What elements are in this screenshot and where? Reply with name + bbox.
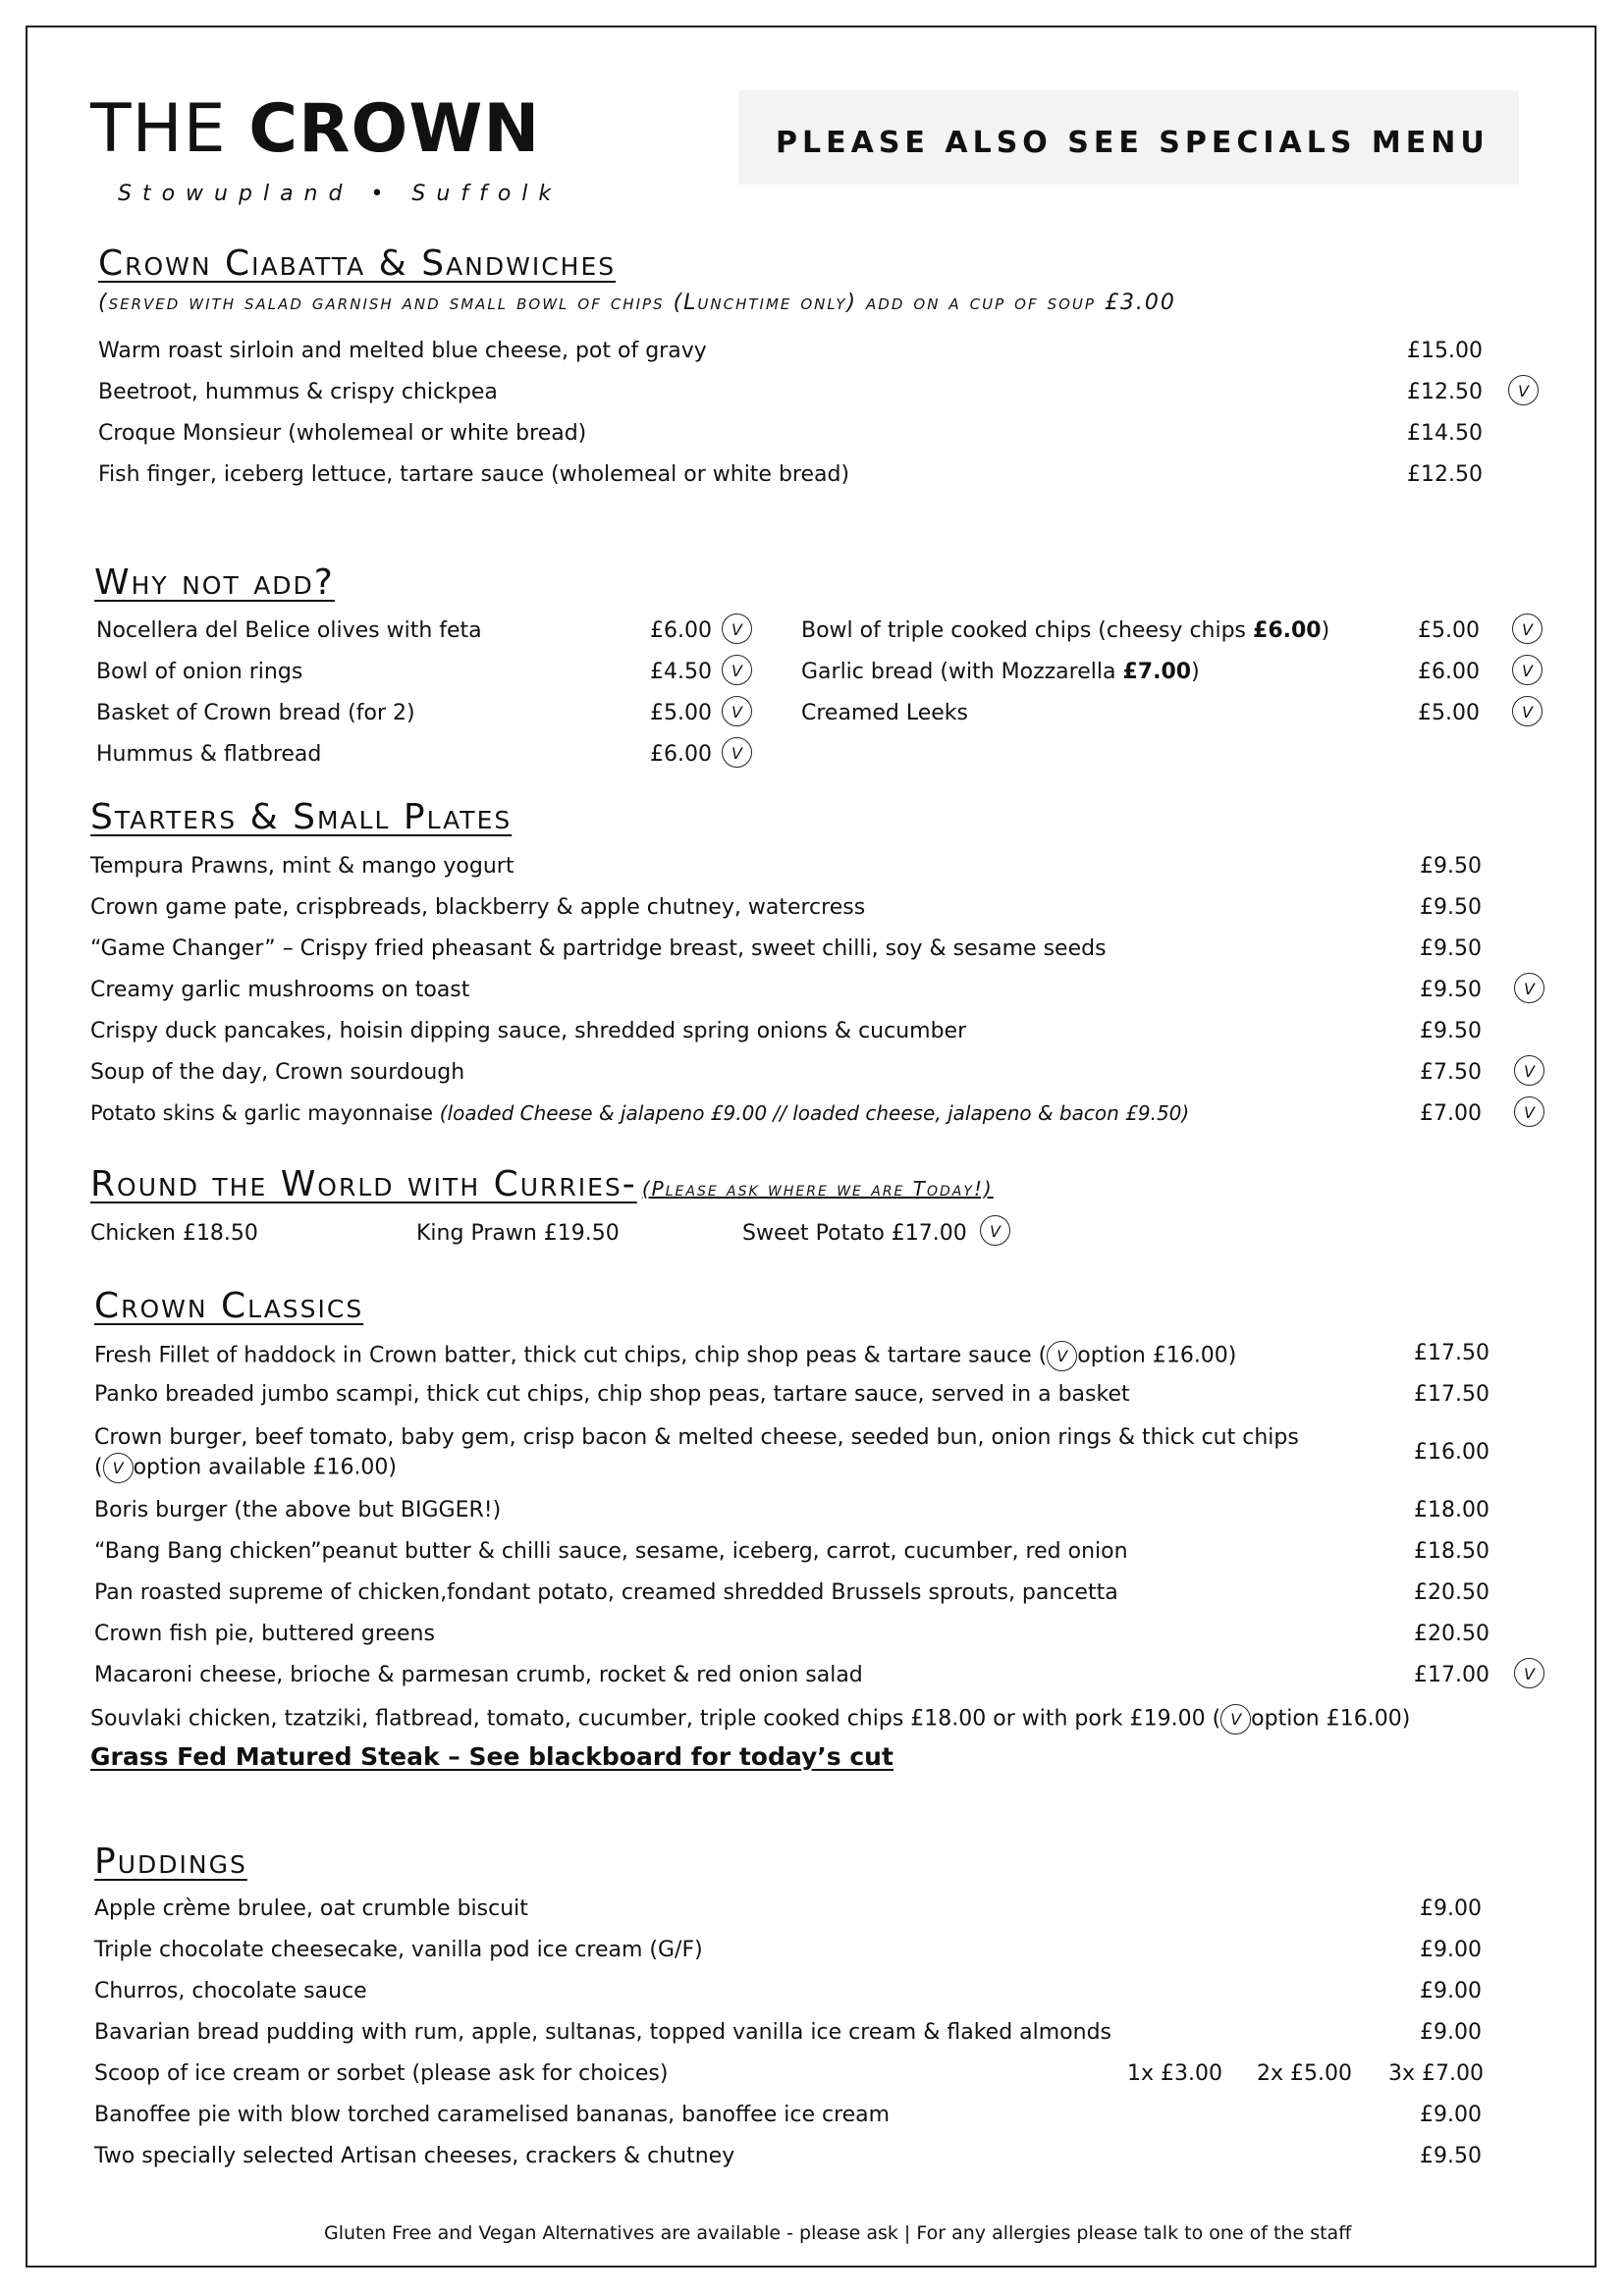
- menu-item-price: £18.50: [1414, 1539, 1489, 1564]
- menu-item-name: Boris burger (the above but BIGGER!): [94, 1498, 502, 1522]
- menu-item-price: £18.00: [1414, 1498, 1489, 1522]
- curry-option: King Prawn £19.50: [416, 1221, 620, 1246]
- menu-item-name: Panko breaded jumbo scampi, thick cut chips, chip shop peas, tartare sauce, served in a basket: [94, 1382, 1130, 1407]
- menu-item-name: Macaroni cheese, brioche & parmesan crumb, rocket & red onion salad: [94, 1663, 863, 1687]
- vegetarian-icon: V: [722, 737, 752, 768]
- menu-item-name-continued: ( V option available £16.00): [94, 1453, 397, 1483]
- scoop-price: 3x £7.00: [1388, 2061, 1484, 2086]
- section-title-puddings: Puddings: [94, 1842, 247, 1882]
- menu-item-price: £15.00: [1407, 339, 1483, 363]
- vegetarian-icon: V: [1512, 655, 1543, 685]
- brand-location: Stowupland • Suffolk: [118, 182, 563, 206]
- addon-item-price: £6.00: [650, 618, 712, 643]
- menu-item-price: £12.50: [1407, 462, 1483, 487]
- section-title-curries: Round the World with Curries- (Please ask where we are Today!): [90, 1164, 994, 1204]
- vegetarian-icon: V: [1220, 1704, 1251, 1735]
- vegetarian-icon: V: [722, 614, 752, 644]
- menu-item-name: Soup of the day, Crown sourdough: [90, 1060, 465, 1085]
- addon-item-price: £5.00: [1418, 618, 1480, 643]
- vegetarian-icon: V: [1512, 696, 1543, 726]
- menu-item-name: Crown burger, beef tomato, baby gem, crisp bacon & melted cheese, seeded bun, onion rings & thick cut chips: [94, 1425, 1299, 1450]
- menu-item-price: £17.00: [1414, 1663, 1489, 1687]
- menu-item-price: £9.50: [1420, 978, 1482, 1002]
- addon-item-price: £4.50: [650, 660, 712, 684]
- scoop-price: 2x £5.00: [1257, 2061, 1352, 2086]
- section-title-addons: Why not add?: [94, 562, 335, 603]
- addon-item-name: Basket of Crown bread (for 2): [96, 701, 415, 725]
- vegetarian-icon: V: [103, 1453, 134, 1483]
- menu-item-name: Crispy duck pancakes, hoisin dipping sauce, shredded spring onions & cucumber: [90, 1019, 967, 1043]
- menu-item-name: Warm roast sirloin and melted blue cheese, pot of gravy: [98, 339, 707, 363]
- menu-item-name: Souvlaki chicken, tzatziki, flatbread, tomato, cucumber, triple cooked chips £18.00 or with pork £19.00 ( V option £16.00): [90, 1704, 1410, 1735]
- menu-item-name: Pan roasted supreme of chicken,fondant potato, creamed shredded Brussels sprouts, pancetta: [94, 1580, 1118, 1605]
- addon-item-price: £6.00: [650, 742, 712, 767]
- allergy-footer: Gluten Free and Vegan Alternatives are available - please ask | For any allergies please talk to one of the staff: [324, 2222, 1352, 2244]
- menu-item-price: £9.00: [1420, 1938, 1482, 1962]
- menu-item-price: £9.00: [1420, 1896, 1482, 1921]
- addon-item-name: Hummus & flatbread: [96, 742, 322, 767]
- menu-item-price: £7.00: [1420, 1101, 1482, 1126]
- menu-item-name: Churros, chocolate sauce: [94, 1979, 367, 2003]
- menu-item-name: “Bang Bang chicken”peanut butter & chilli sauce, sesame, iceberg, carrot, cucumber, red onion: [94, 1539, 1128, 1564]
- section-title-classics: Crown Classics: [94, 1286, 364, 1326]
- menu-item-price: £9.50: [1420, 1019, 1482, 1043]
- addon-item-price: £5.00: [650, 701, 712, 725]
- menu-item-price: £9.50: [1420, 2144, 1482, 2168]
- vegetarian-icon: V: [1514, 1096, 1544, 1127]
- vegetarian-icon: V: [1512, 614, 1543, 644]
- menu-item-price: £14.50: [1407, 421, 1483, 446]
- specials-notice: PLEASE ALSO SEE SPECIALS MENU: [776, 126, 1489, 160]
- addon-item-name: Creamed Leeks: [801, 701, 969, 725]
- section-title-starters: Starters & Small Plates: [90, 797, 513, 837]
- menu-item-price: £9.00: [1420, 1979, 1482, 2003]
- menu-item-price: £17.50: [1414, 1382, 1489, 1407]
- curry-option: Sweet Potato £17.00: [742, 1221, 967, 1246]
- menu-item-name: Potato skins & garlic mayonnaise (loaded Cheese & jalapeno £9.00 // loaded cheese, jalapeno & bacon £9.50): [90, 1101, 1190, 1125]
- menu-item-price: £20.50: [1414, 1622, 1489, 1646]
- menu-item-name: Fish finger, iceberg lettuce, tartare sauce (wholemeal or white bread): [98, 462, 850, 487]
- scoop-price: 1x £3.00: [1127, 2061, 1222, 2086]
- menu-item-name: Scoop of ice cream or sorbet (please ask for choices): [94, 2061, 669, 2086]
- sandwiches-note: (served with salad garnish and small bowl of chips (Lunchtime only) add on a cup of soup £3.00: [98, 291, 1176, 315]
- vegetarian-icon: V: [1514, 1055, 1544, 1086]
- menu-item-name: Croque Monsieur (wholemeal or white bread): [98, 421, 587, 446]
- steak-notice: Grass Fed Matured Steak – See blackboard for today’s cut: [90, 1742, 893, 1771]
- menu-item-name: Triple chocolate cheesecake, vanilla pod ice cream (G/F): [94, 1938, 703, 1962]
- vegetarian-icon: V: [1047, 1341, 1077, 1371]
- section-title-sandwiches: Crown Ciabatta & Sandwiches: [98, 243, 617, 284]
- curry-option: Chicken £18.50: [90, 1221, 258, 1246]
- menu-item-price: £12.50: [1407, 380, 1483, 404]
- addon-item-price: £5.00: [1418, 701, 1480, 725]
- menu-item-price: £9.00: [1420, 2103, 1482, 2127]
- vegetarian-icon: V: [722, 655, 752, 685]
- addon-item-name: Bowl of onion rings: [96, 660, 303, 684]
- vegetarian-icon: V: [1508, 375, 1539, 405]
- menu-item-name: Fresh Fillet of haddock in Crown batter, thick cut chips, chip shop peas & tartare sauce ( V option £16.00): [94, 1341, 1236, 1371]
- menu-item-price: £9.50: [1420, 854, 1482, 879]
- menu-item-name: “Game Changer” – Crispy fried pheasant & partridge breast, sweet chilli, soy & sesame seeds: [90, 936, 1107, 961]
- menu-item-name: Tempura Prawns, mint & mango yogurt: [90, 854, 514, 879]
- brand-logo: THE CROWN: [90, 90, 541, 168]
- menu-item-name: Banoffee pie with blow torched caramelised bananas, banoffee ice cream: [94, 2103, 891, 2127]
- addon-item-name: Nocellera del Belice olives with feta: [96, 618, 482, 643]
- menu-item-price: £9.50: [1420, 936, 1482, 961]
- vegetarian-icon: V: [980, 1215, 1010, 1246]
- menu-item-price: £9.50: [1420, 895, 1482, 920]
- addon-item-name: Garlic bread (with Mozzarella £7.00): [801, 660, 1200, 684]
- menu-item-name: Creamy garlic mushrooms on toast: [90, 978, 470, 1002]
- menu-item-price: £16.00: [1414, 1440, 1489, 1465]
- menu-item-price: £20.50: [1414, 1580, 1489, 1605]
- vegetarian-icon: V: [1514, 973, 1544, 1003]
- menu-item-name: Two specially selected Artisan cheeses, crackers & chutney: [94, 2144, 735, 2168]
- menu-item-name: Crown game pate, crispbreads, blackberry & apple chutney, watercress: [90, 895, 866, 920]
- menu-item-price: £17.50: [1414, 1341, 1489, 1365]
- menu-item-name: Crown fish pie, buttered greens: [94, 1622, 435, 1646]
- addon-item-price: £6.00: [1418, 660, 1480, 684]
- menu-item-name: Bavarian bread pudding with rum, apple, sultanas, topped vanilla ice cream & flaked almonds: [94, 2020, 1112, 2045]
- menu-item-price: £7.50: [1420, 1060, 1482, 1085]
- menu-item-price: £9.00: [1420, 2020, 1482, 2045]
- menu-item-name: Beetroot, hummus & crispy chickpea: [98, 380, 498, 404]
- addon-item-name: Bowl of triple cooked chips (cheesy chips £6.00): [801, 618, 1330, 643]
- vegetarian-icon: V: [1514, 1658, 1544, 1688]
- menu-item-name: Apple crème brulee, oat crumble biscuit: [94, 1896, 528, 1921]
- vegetarian-icon: V: [722, 696, 752, 726]
